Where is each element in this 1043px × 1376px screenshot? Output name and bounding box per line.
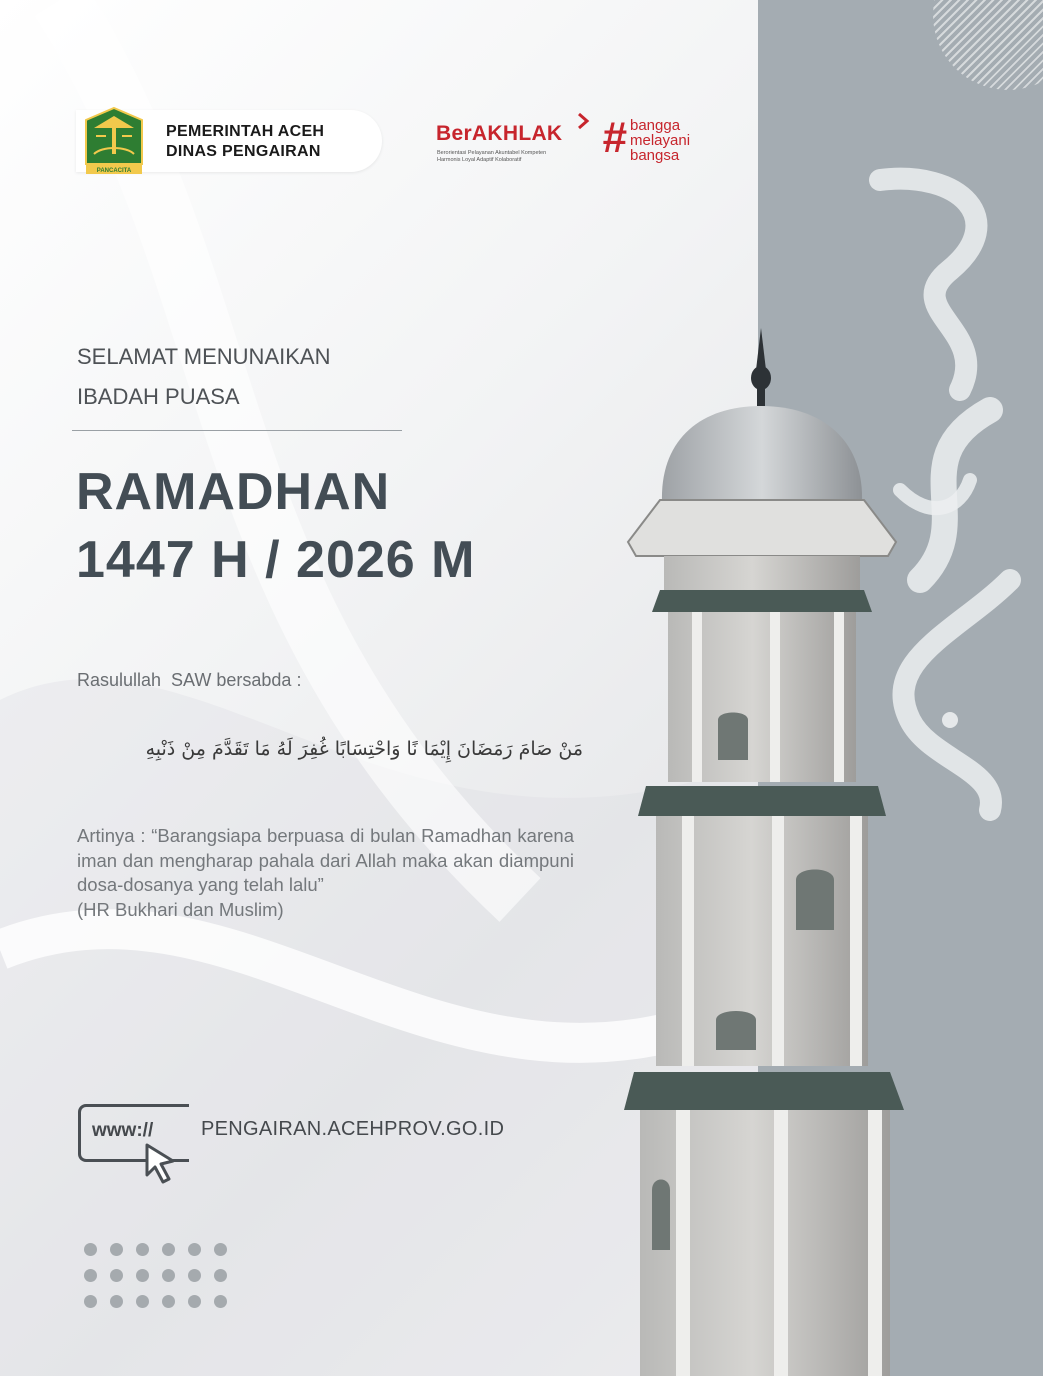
decorative-dot [110, 1243, 123, 1256]
greeting [77, 337, 330, 417]
greeting-line-2: IBADAH PUASA [77, 384, 240, 409]
hadith-arabic: مَنْ صَامَ رَمَضَانَ إِيْمَا نًا وَاحْتِسَابًا غُفِرَ لَهُ مَا تَقَدَّمَ مِنْ ذَنْبِهِ [145, 738, 583, 760]
dot-grid [84, 1243, 234, 1313]
decorative-dot [214, 1269, 227, 1282]
corner-pattern [933, 0, 1043, 90]
website-url[interactable]: PENGAIRAN.ACEHPROV.GO.ID [201, 1118, 505, 1140]
decorative-dot [110, 1269, 123, 1282]
title-line-1: RAMADHAN [76, 463, 391, 521]
decorative-dot [162, 1269, 175, 1282]
aceh-emblem-icon [82, 106, 146, 176]
gov-logo-caption: PANCACITA [96, 168, 132, 174]
gov-name [166, 122, 324, 162]
gov-line-2: DINAS PENGAIRAN [166, 143, 321, 160]
decorative-dot [162, 1243, 175, 1256]
divider [72, 430, 402, 431]
greeting-line-1: SELAMAT MENUNAIKAN [77, 344, 331, 369]
website-prefix: www:// [92, 1120, 154, 1141]
berakhlak-subtitle [437, 150, 546, 164]
decorative-dot [188, 1295, 201, 1308]
chevron-right-icon [576, 112, 590, 130]
decorative-dot [84, 1295, 97, 1308]
decorative-dot [136, 1243, 149, 1256]
government-badge [76, 110, 382, 172]
berakhlak-sub-1: Berorientasi Pelayanan Akuntabel Kompeten [437, 150, 547, 156]
berakhlak-title: BerAKHLAK [436, 122, 563, 145]
decorative-dot [214, 1243, 227, 1256]
decorative-dot [110, 1295, 123, 1308]
bangga-line-1: bangga [630, 117, 681, 134]
hadith-meaning [77, 824, 574, 922]
hadith-meaning-text: Artinya : “Barangsiapa berpuasa di bulan Ramadhan karena iman dan mengharap pahala dari Allah maka akan diampuni dosa-dosanya yang telah lalu” [77, 825, 574, 895]
hadith-intro: Rasulullah SAW bersabda : [77, 670, 302, 690]
decorative-dot [214, 1295, 227, 1308]
decorative-dot [188, 1243, 201, 1256]
decorative-dot [136, 1295, 149, 1308]
bangga-line-3: bangsa [630, 147, 680, 164]
decorative-dot [84, 1269, 97, 1282]
bangga-melayani-logo [602, 113, 722, 166]
bangga-line-2: melayani [630, 132, 691, 149]
page-title [76, 458, 475, 594]
gov-line-1: PEMERINTAH ACEH [166, 123, 325, 140]
hadith-source: (HR Bukhari dan Muslim) [77, 898, 284, 920]
berakhlak-logo [436, 112, 596, 172]
decorative-dot [136, 1269, 149, 1282]
hashtag-icon: # [602, 113, 627, 162]
bangga-text [630, 118, 690, 163]
title-line-2: 1447 H / 2026 M [76, 531, 476, 589]
mouse-pointer-icon [143, 1143, 179, 1185]
minaret-illustration [620, 320, 920, 1376]
decorative-dot [84, 1243, 97, 1256]
decorative-dot [188, 1269, 201, 1282]
berakhlak-sub-2: Harmonis Loyal Adaptif Kolaboratif [437, 157, 522, 163]
decorative-dot [162, 1295, 175, 1308]
